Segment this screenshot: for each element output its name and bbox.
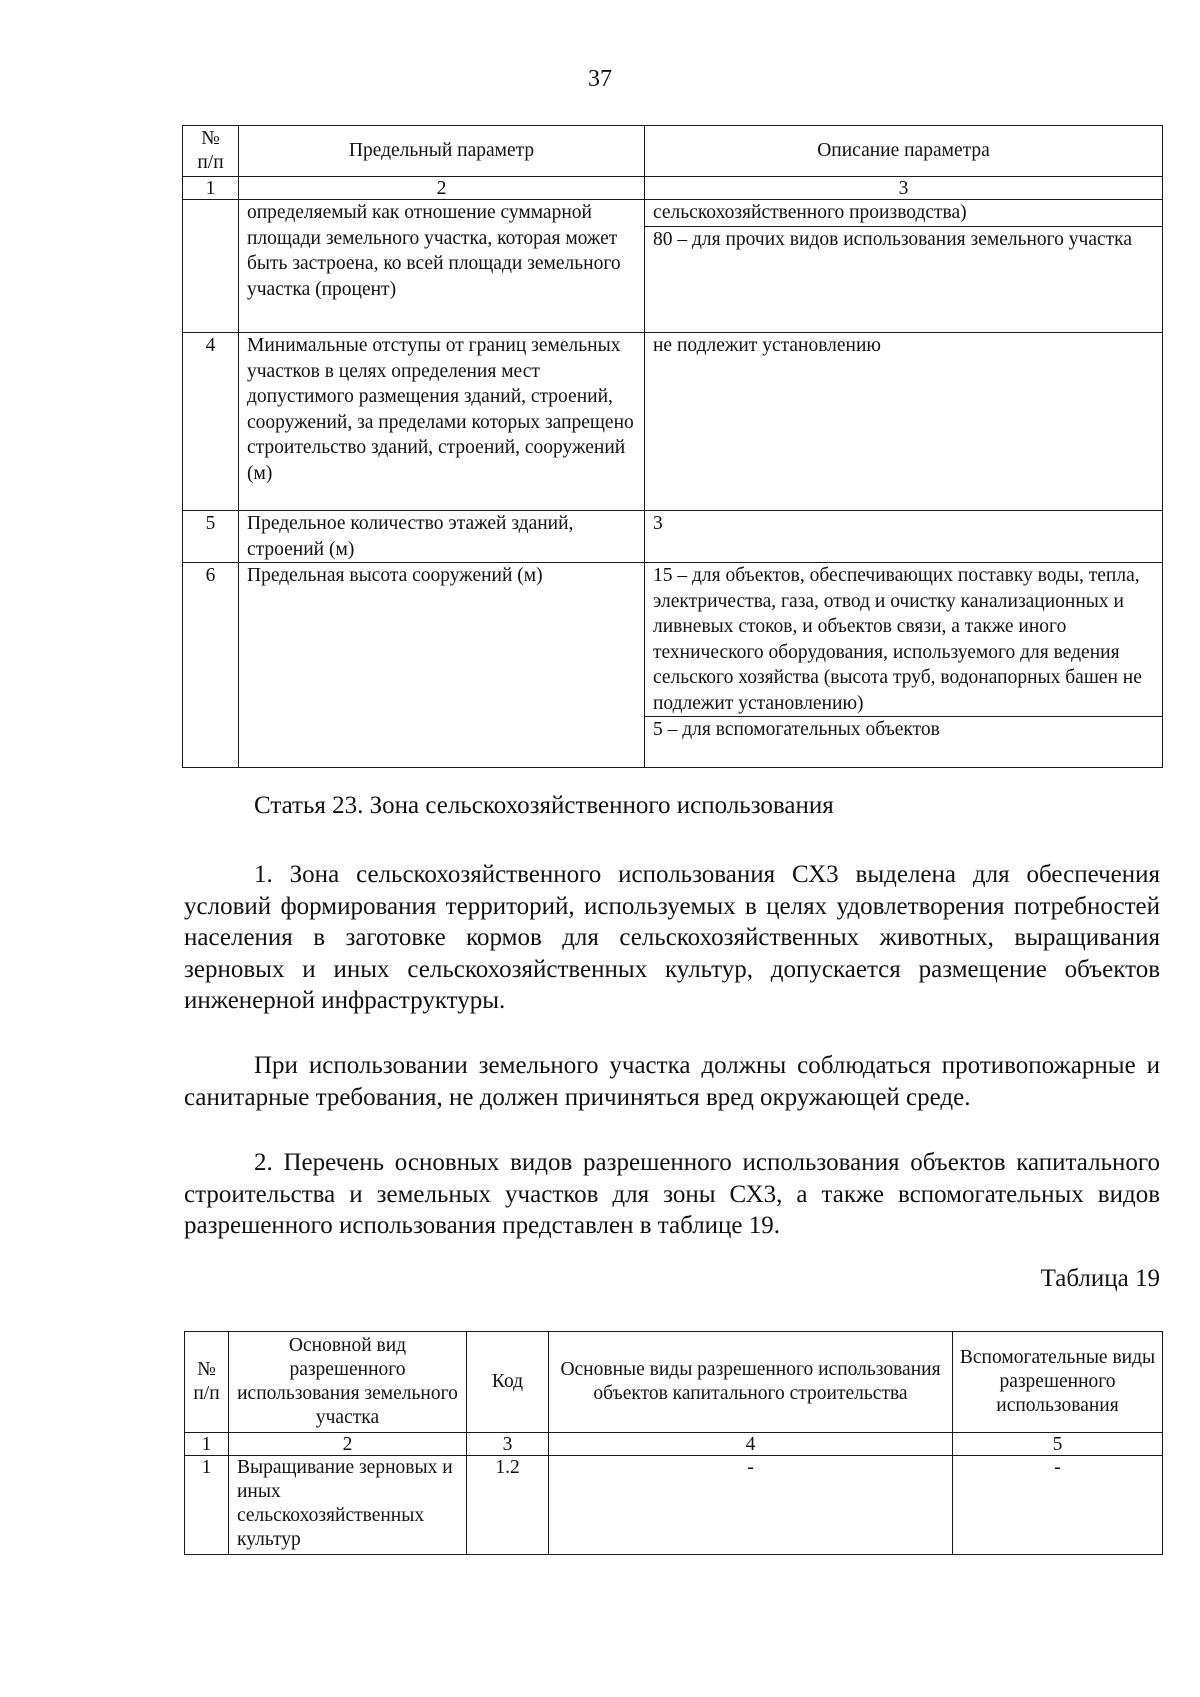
- paragraph: 2. Перечень основных видов разрешенного использования объектов капитального строительства и земельных участков для зоны СХ3, а также вспомогательных видов разрешенного использования представлен в таблице 19.: [184, 1149, 1160, 1239]
- row-num: 4: [183, 333, 239, 511]
- column-number-row: [183, 177, 1163, 200]
- header-auxiliary: Вспомогательные виды разрешенного использования: [953, 1332, 1163, 1433]
- header-num: № п/п: [183, 126, 239, 177]
- table-row: [183, 511, 1163, 563]
- table-row: [183, 200, 1163, 333]
- header-description: Описание параметра: [645, 126, 1163, 177]
- column-number-row: [185, 1433, 1163, 1456]
- table-row: [185, 1456, 1163, 1555]
- row-description: [645, 563, 1163, 768]
- header-num: № п/п: [185, 1332, 229, 1433]
- row-description: [645, 200, 1163, 333]
- row-code: 1.2: [467, 1456, 549, 1555]
- row-parameter: Предельное количество этажей зданий, строений (м): [239, 511, 645, 563]
- table-caption: Таблица 19: [1040, 1265, 1160, 1292]
- header-main-capital: Основные виды разрешенного использования объектов капитального строительства: [549, 1332, 953, 1433]
- row-auxiliary: -: [953, 1456, 1163, 1555]
- column-number: 1: [183, 177, 239, 200]
- column-number: 3: [467, 1433, 549, 1456]
- column-number: 2: [229, 1433, 467, 1456]
- column-number: 3: [645, 177, 1163, 200]
- table-header-row: [183, 126, 1163, 177]
- description-part: 5 – для вспомогательных объектов: [645, 716, 1162, 743]
- limit-parameters-table: [182, 125, 1163, 768]
- row-main-capital: -: [549, 1456, 953, 1555]
- description-part: 15 – для объектов, обеспечивающих поставку воды, тепла, электричества, газа, отвод и очистку канализационных и ливневых стоков, и объектов связи, а также иного технического оборудования, используемого для ведения сельского хозяйства (высота труб, водонапорных башен не подлежит установлению): [653, 565, 1142, 714]
- row-num: 1: [185, 1456, 229, 1555]
- row-num: 6: [183, 563, 239, 768]
- column-number: 2: [239, 177, 645, 200]
- column-number: 1: [185, 1433, 229, 1456]
- row-num: [183, 200, 239, 333]
- header-parameter: Предельный параметр: [239, 126, 645, 177]
- row-parameter: Предельная высота сооружений (м): [239, 563, 645, 768]
- row-description: 3: [645, 511, 1163, 563]
- description-part: сельскохозяйственного производства): [653, 202, 967, 223]
- page-number: 37: [588, 66, 612, 92]
- column-number: 5: [953, 1433, 1163, 1456]
- row-description: не подлежит установлению: [645, 333, 1163, 511]
- article-heading: Статья 23. Зона сельскохозяйственного использования: [254, 792, 834, 819]
- permitted-use-table: [184, 1331, 1163, 1555]
- row-num: 5: [183, 511, 239, 563]
- row-parameter: определяемый как отношение суммарной площади земельного участка, которая может быть застроена, ко всей площади земельного участка (процент): [239, 200, 645, 333]
- header-code: Код: [467, 1332, 549, 1433]
- column-number: 4: [549, 1433, 953, 1456]
- table-header-row: [185, 1332, 1163, 1433]
- header-main-kind: Основной вид разрешенного использования земельного участка: [229, 1332, 467, 1433]
- paragraph: При использовании земельного участка должны соблюдаться противопожарные и санитарные требования, не должен причиняться вред окружающей среде.: [184, 1052, 1160, 1111]
- paragraph: 1. Зона сельскохозяйственного использования СХ3 выделена для обеспечения условий формирования территорий, используемых в целях удовлетворения потребностей населения в заготовке кормов для сельскохозяйственных животных, выращивания зерновых и иных сельскохозяйственных культур, допускается размещение объектов инженерной инфраструктуры.: [184, 861, 1160, 1014]
- table-row: [183, 563, 1163, 768]
- description-part: 80 – для прочих видов использования земельного участка: [645, 226, 1162, 253]
- row-parameter: Минимальные отступы от границ земельных участков в целях определения мест допустимого размещения зданий, строений, сооружений, за пределами которых запрещено строительство зданий, строений, сооружений (м): [239, 333, 645, 511]
- row-kind: Выращивание зерновых и иных сельскохозяйственных культур: [229, 1456, 467, 1555]
- table-row: [183, 333, 1163, 511]
